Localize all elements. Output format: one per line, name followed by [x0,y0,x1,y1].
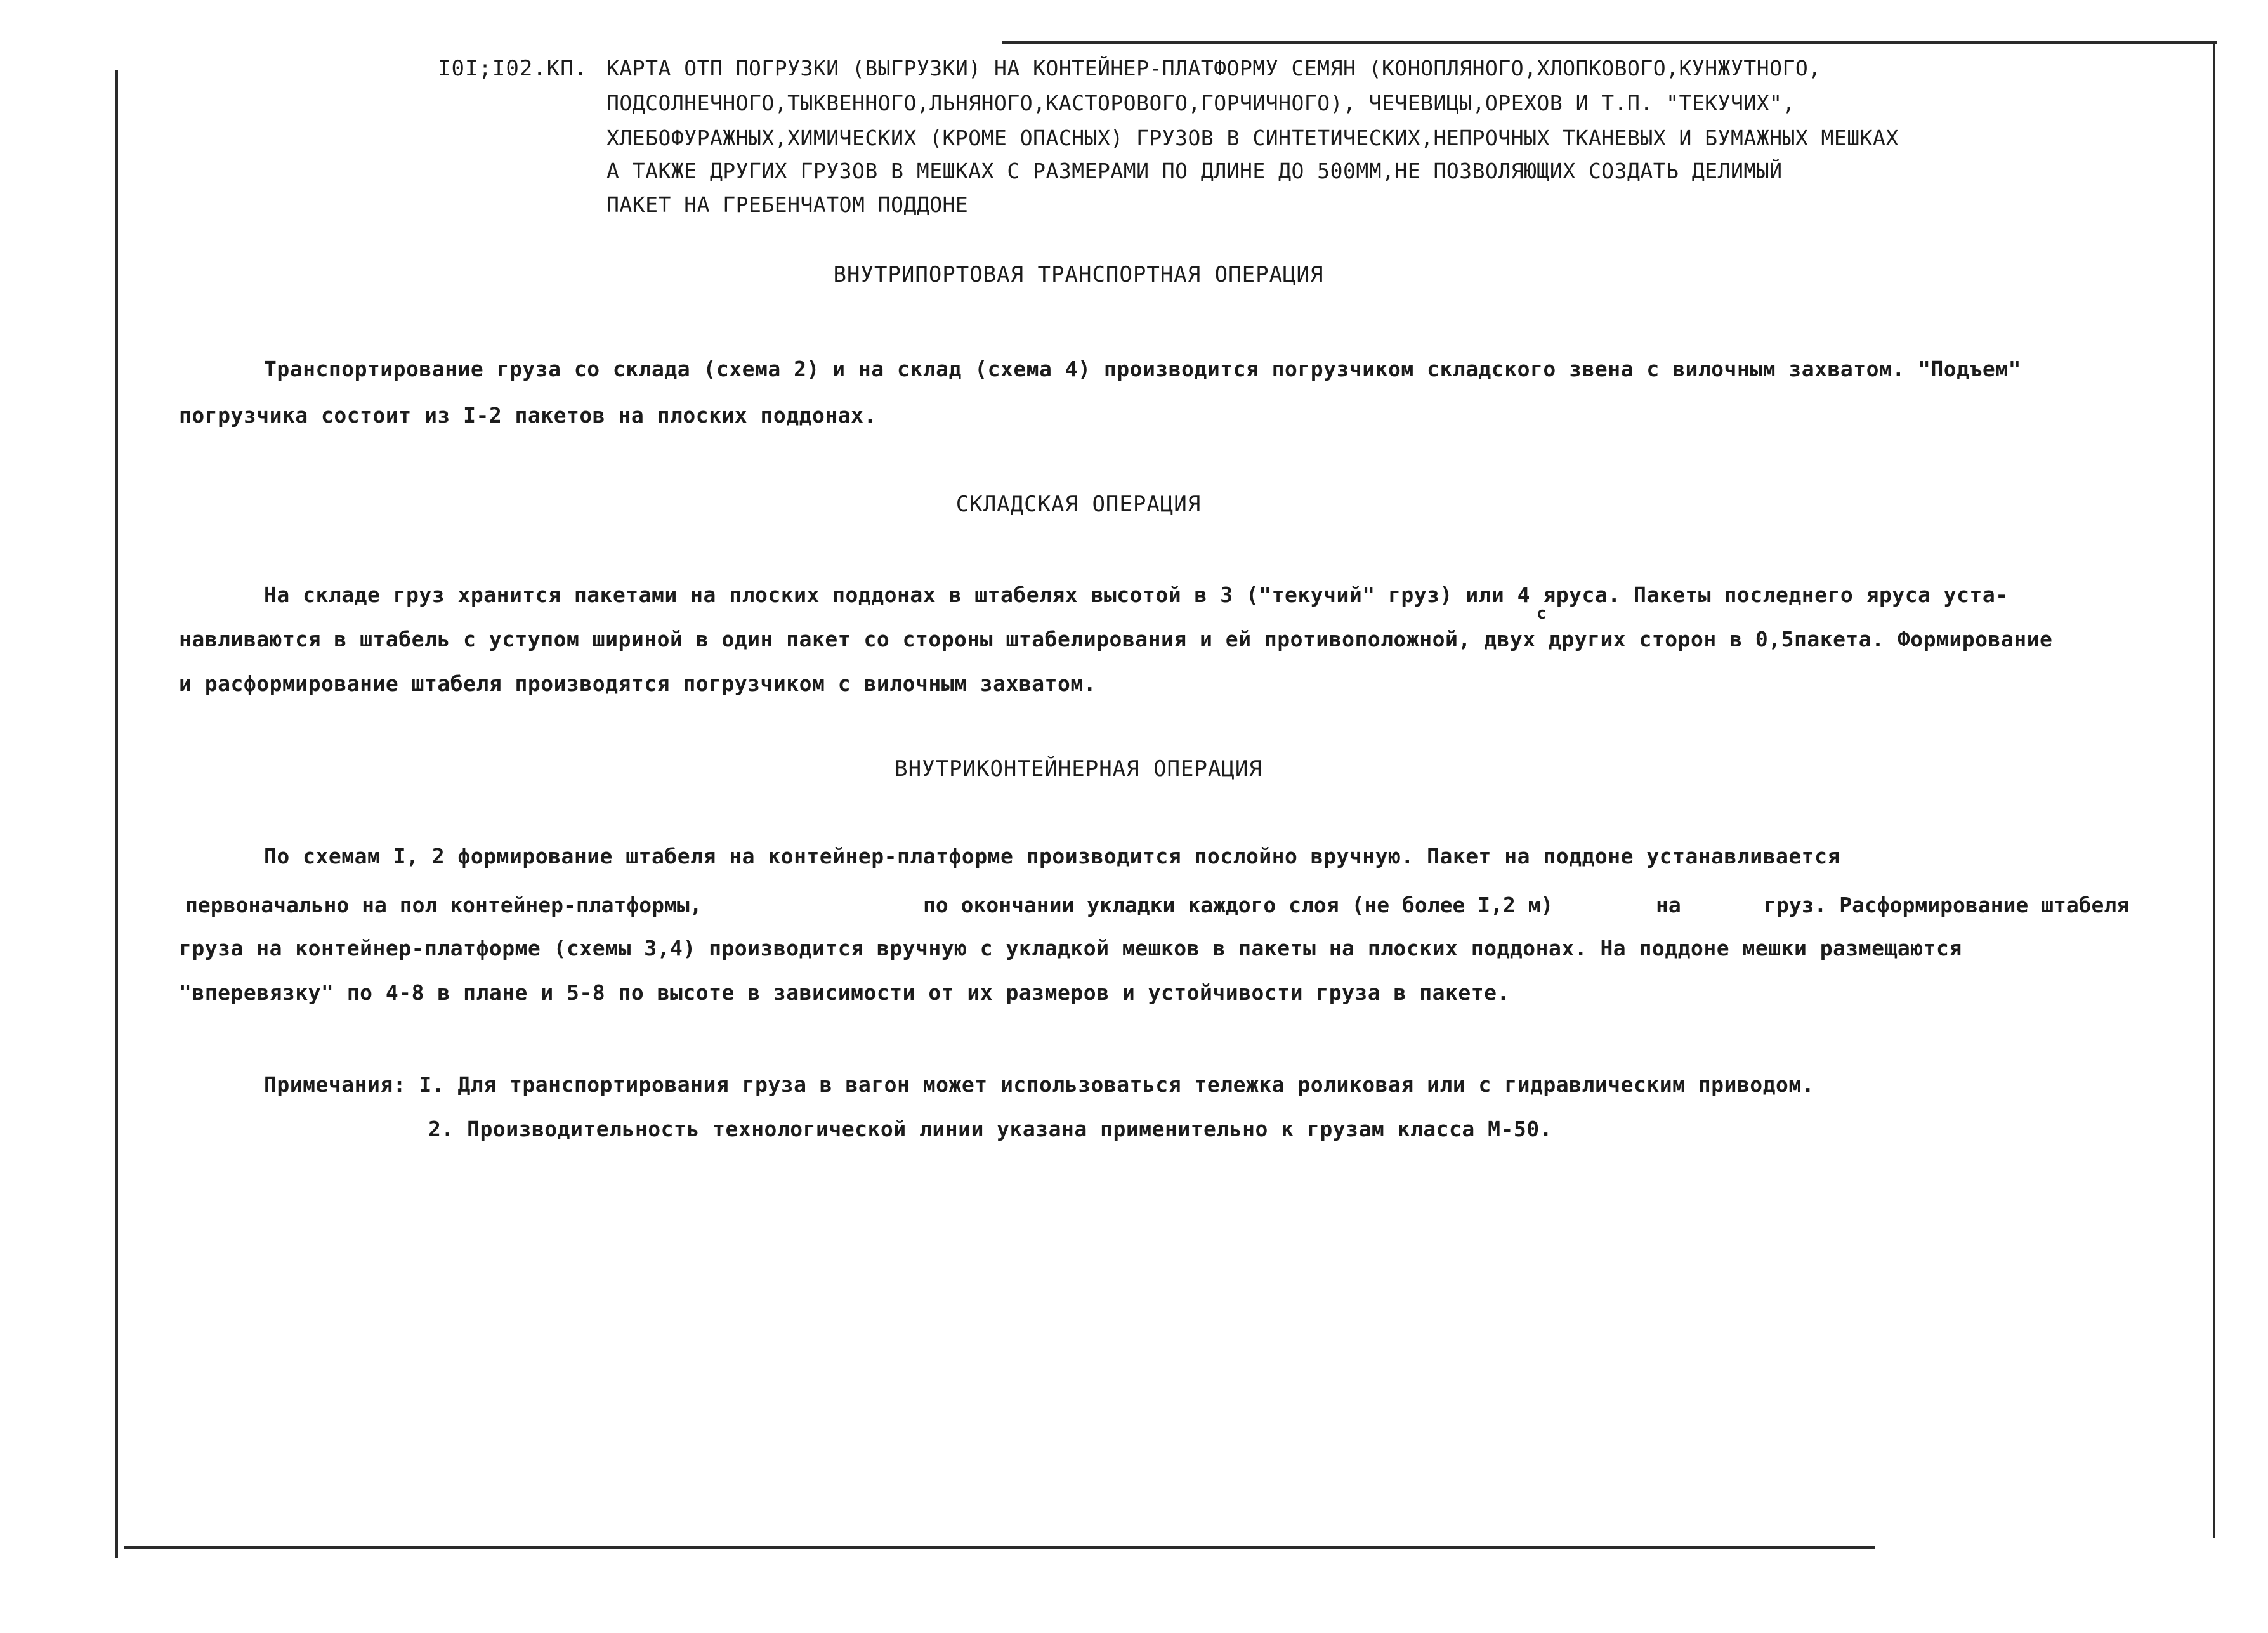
warehouse-line-1: На складе груз хранится пакетами на плоских поддонах в штабелях высотой в 3 ("текучий" груз) или 4 яруса. Пакеты последнего яруса уста- [264,582,2009,607]
container-line-2-part-c: на [1656,893,1681,917]
section-title-transport: ВНУТРИПОРТОВАЯ ТРАНСПОРТНАЯ ОПЕРАЦИЯ [833,262,1324,287]
header-line-3: ХЛЕБОФУРАЖНЫХ,ХИМИЧЕСКИХ (КРОМЕ ОПАСНЫХ) ГРУЗОВ В СИНТЕТИЧЕСКИХ,НЕПРОЧНЫХ ТКАНЕВЫХ И БУМАЖНЫХ МЕШКАХ [606,126,1899,150]
frame-left-rule [115,70,118,1558]
document-code: I0I;I02.КП. [438,56,588,81]
transport-line-2: погрузчика состоит из I-2 пакетов на плоских поддонах. [179,403,877,428]
header-line-4: А ТАКЖЕ ДРУГИХ ГРУЗОВ В МЕШКАХ С РАЗМЕРАМИ ПО ДЛИНЕ ДО 500ММ,НЕ ПОЗВОЛЯЮЩИХ СОЗДАТЬ ДЕЛИМЫЙ [606,159,1783,183]
note-2: 2. Производительность технологической линии указана применительно к грузам класса М-50. [428,1117,1552,1141]
frame-bottom-rule [124,1546,1875,1549]
container-line-2-part-b: по окончании укладки каждого слоя (не более I,2 м) [923,893,1554,917]
transport-line-1: Транспортирование груза со склада (схема 2) и на склад (схема 4) производится погрузчиком складского звена с вилочным захватом. "Подъем" [264,357,2022,381]
section-title-container: ВНУТРИКОНТЕЙНЕРНАЯ ОПЕРАЦИЯ [895,756,1262,782]
frame-top-rule [1002,41,2217,44]
warehouse-line-2: навливаются в штабель с уступом шириной в один пакет со стороны штабелирования и ей противоположной, двух других сторон в 0,5пакета. Формирование [179,627,2053,652]
header-line-2: ПОДСОЛНЕЧНОГО,ТЫКВЕННОГО,ЛЬНЯНОГО,КАСТОРОВОГО,ГОРЧИЧНОГО), ЧЕЧЕВИЦЫ,ОРЕХОВ И Т.П. "ТЕКУЧИХ", [606,91,1795,115]
warehouse-superscript: с [1537,604,1547,623]
container-line-3: груза на контейнер-платформе (схемы 3,4) производится вручную с укладкой мешков в пакеты на плоских поддонах. На поддоне мешки размещаются [179,936,1962,961]
header-line-5: ПАКЕТ НА ГРЕБЕНЧАТОМ ПОДДОНЕ [606,192,969,217]
frame-right-rule [2213,44,2215,1538]
container-line-2-part-d: груз. Расформирование штабеля [1764,893,2130,917]
header-line-1: КАРТА ОТП ПОГРУЗКИ (ВЫГРУЗКИ) НА КОНТЕЙНЕР-ПЛАТФОРМУ СЕМЯН (КОНОПЛЯНОГО,ХЛОПКОВОГО,КУНЖУТНОГО, [606,56,1821,81]
note-1: Примечания: I. Для транспортирования груза в вагон может использоваться тележка роликовая или с гидравлическим приводом. [264,1072,1815,1097]
container-line-2-part-a: первоначально на пол контейнер-платформы, [185,893,702,917]
section-title-warehouse: СКЛАДСКАЯ ОПЕРАЦИЯ [955,492,1202,517]
warehouse-line-3: и расформирование штабеля производятся погрузчиком с вилочным захватом. [179,671,1097,696]
container-line-1: По схемам I, 2 формирование штабеля на контейнер-платформе производится послойно вручную. Пакет на поддоне устанавливается [264,844,1840,869]
container-line-4: "вперевязку" по 4-8 в плане и 5-8 по высоте в зависимости от их размеров и устойчивости груза в пакете. [179,980,1510,1005]
